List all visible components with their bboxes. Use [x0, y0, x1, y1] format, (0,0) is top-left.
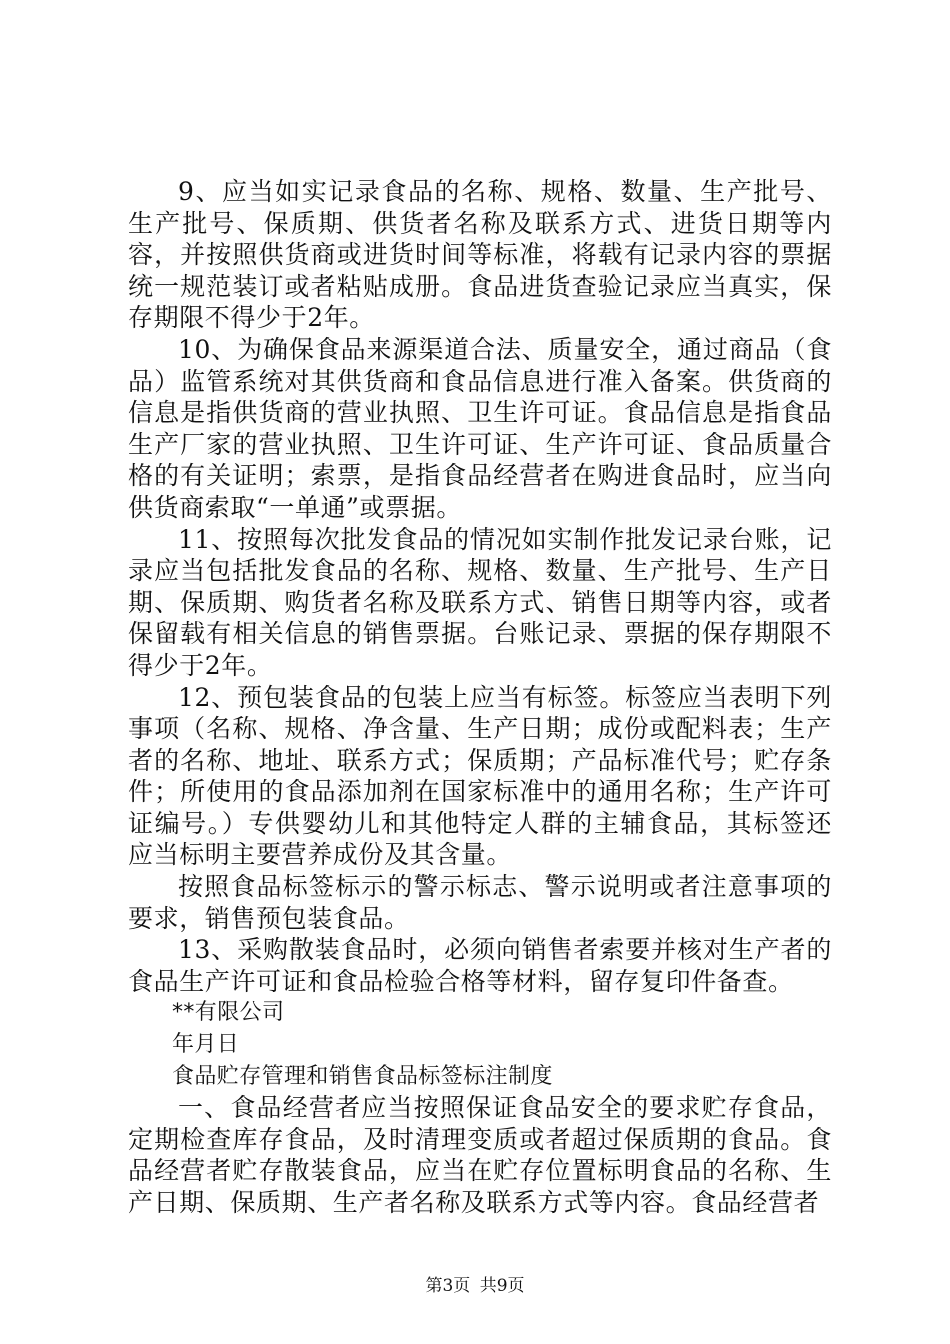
section-paragraph-1: 一、食品经营者应当按照保证食品安全的要求贮存食品，定期检查库存食品，及时清理变质或者超过保质期的食品。食品经营者贮存散装食品，应当在贮存位置标明食品的名称、生产日期、保质期、生产者名称及联系方式等内容。食品经营者: [128, 1093, 832, 1217]
paragraph-item-13: 13、采购散装食品时，必须向销售者索要并核对生产者的食品生产许可证和食品检验合格等材料，留存复印件备查。: [128, 935, 832, 996]
date-line: 年月日: [172, 1032, 240, 1058]
paragraph-item-11: 11、按照每次批发食品的情况如实制作批发记录台账，记录应当包括批发食品的名称、规格、数量、生产批号、生产日期、保质期、购货者名称及联系方式、销售日期等内容，或者保留载有相关信息的销售票据。台账记录、票据的保存期限不得少于2年。: [128, 524, 832, 680]
company-name: **有限公司: [172, 1000, 285, 1026]
page-footer: 第3页 共9页: [425, 1276, 525, 1296]
paragraph-item-10: 10、为确保食品来源渠道合法、质量安全，通过商品（食品）监管系统对其供货商和食品信息进行准入备案。供货商的信息是指供货商的营业执照、卫生许可证。食品信息是指食品生产厂家的营业执照、卫生许可证、生产许可证、食品质量合格的有关证明；索票，是指食品经营者在购进食品时，应当向供货商索取“一单通”或票据。: [128, 334, 832, 522]
paragraph-item-9: 9、应当如实记录食品的名称、规格、数量、生产批号、生产批号、保质期、供货者名称及联系方式、进货日期等内容，并按照供货商或进货时间等标准，将载有记录内容的票据统一规范装订或者粘贴成册。食品进货查验记录应当真实，保存期限不得少于2年。: [128, 177, 832, 333]
paragraph-label-requirement: 按照食品标签标示的警示标志、警示说明或者注意事项的要求，销售预包装食品。: [128, 872, 832, 933]
section-title: 食品贮存管理和销售食品标签标注制度: [172, 1063, 553, 1089]
paragraph-item-12: 12、预包装食品的包装上应当有标签。标签应当表明下列事项（名称、规格、净含量、生产日期；成份或配料表；生产者的名称、地址、联系方式；保质期；产品标准代号；贮存条件；所使用的食品添加剂在国家标准中的通用名称；生产许可证编号。）专供婴幼儿和其他特定人群的主辅食品，其标签还应当标明主要营养成份及其含量。: [128, 682, 832, 870]
document-body: [128, 176, 832, 1219]
